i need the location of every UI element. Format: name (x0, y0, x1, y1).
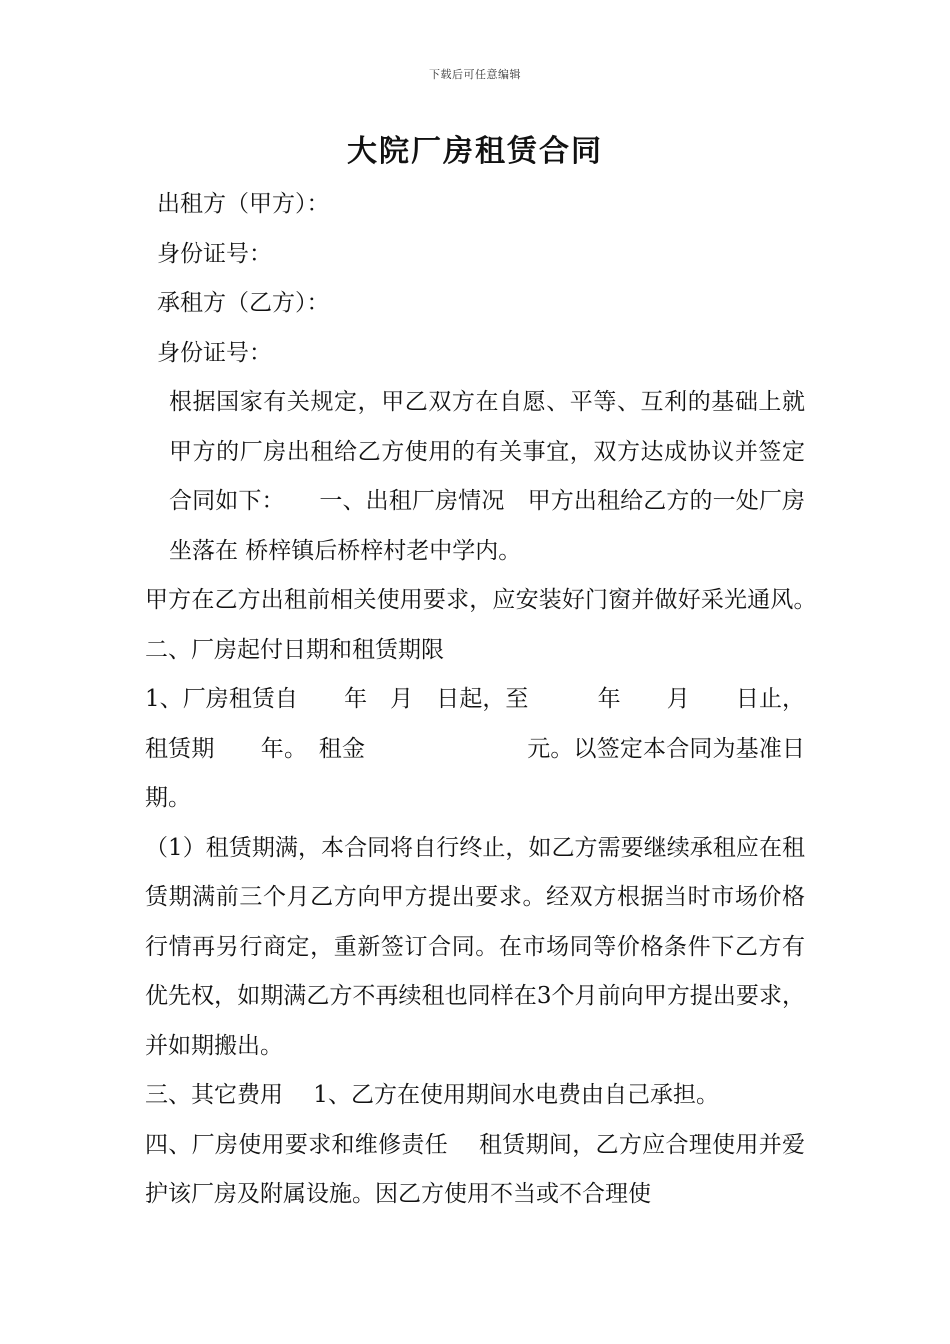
maintenance-paragraph: 四、厂房使用要求和维修责任 租赁期间，乙方应合理使用并爱护该厂房及附属设施。因乙方使用不当或不合理使 (145, 1131, 805, 1207)
preamble-paragraph: 根据国家有关规定，甲乙双方在自愿、平等、互利的基础上就甲方的厂房出租给乙方使用的有关事宜，双方达成协议并签定合同如下： 一、出租厂房情况 甲方出租给乙方的一处厂房坐落在 桥梓镇后桥梓村老中学内。 (169, 389, 805, 564)
lessor-requirements-paragraph: 甲方在乙方出租前相关使用要求，应安装好门窗并做好采光通风。 二、厂房起付日期和租赁期限 (145, 587, 836, 663)
renewal-clause-paragraph: （1）租赁期满，本合同将自行终止，如乙方需要继续承租应在租赁期满前三个月乙方向甲方提出要求。经双方根据当时市场价格行情再另行商定，重新签订合同。在市场同等价格条件下乙方有优先权，如期满乙方不再续租也同样在3个月前向甲方提出要求，并如期搬出。 (145, 834, 805, 1059)
contract-body (145, 180, 836, 1220)
lessee-field: 承租方（乙方）： (157, 290, 330, 316)
other-fees-paragraph: 三、其它费用 1、乙方在使用期间水电费由自己承担。 (145, 1082, 719, 1108)
lease-term-paragraph: 1、厂房租赁自 年 月 日起，至 年 月 日止，租赁期 年。 租金 元。以签定本合同为基准日期。 (145, 686, 805, 811)
lessee-id-field: 身份证号： (157, 339, 272, 366)
document-title: 大院厂房租赁合同 (347, 134, 603, 169)
lessor-id-field: 身份证号： (157, 240, 272, 267)
lessor-field: 出租方（甲方）： (157, 191, 330, 217)
header-note: 下载后可任意编辑 (429, 68, 521, 81)
